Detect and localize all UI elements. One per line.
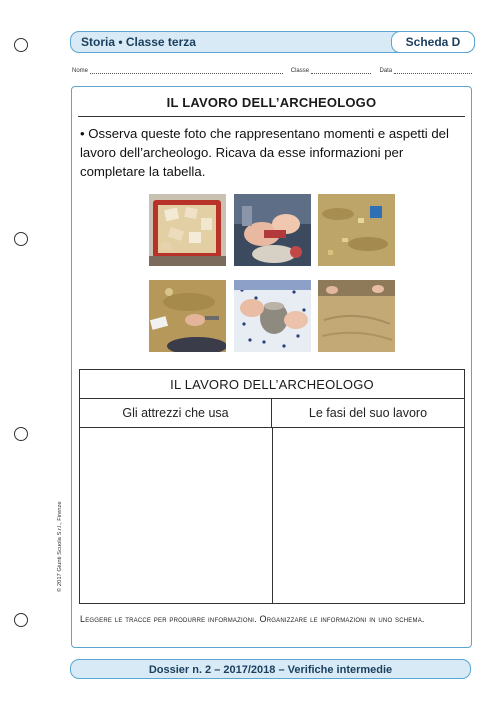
copyright-text: © 2017 Giunti Scuola S.r.l., Firenze (57, 501, 63, 592)
binder-hole (14, 427, 28, 441)
name-label: Nome (72, 68, 89, 74)
table-header-tools: Gli attrezzi che usa (80, 399, 272, 428)
hands-cleaning-find-photo (234, 194, 311, 266)
binder-hole (14, 613, 28, 627)
title-divider (78, 116, 465, 117)
instruction-text: • Osserva queste foto che rappresentano momenti e aspetti del lavoro dell’archeologo. Ricava da esse informazioni per completare la tabella. (80, 126, 449, 179)
sheet-tab (391, 31, 475, 53)
name-field[interactable] (90, 68, 283, 74)
digging-with-trowel-photo (149, 280, 226, 352)
table-title: IL LAVORO DELL’ARCHEOLOGO (80, 370, 464, 399)
sand-excavation-photo (318, 280, 395, 352)
date-label: Data (379, 68, 393, 74)
archaeologist-table (79, 369, 465, 604)
cleaning-pot-photo (234, 280, 311, 352)
excavation-with-bucket-photo (318, 194, 395, 266)
table-column-divider (272, 428, 273, 603)
table-header-phases: Le fasi del suo lavoro (272, 399, 464, 428)
skills-text: Leggere le tracce per produrre informazioni. Organizzare le informazioni in uno schema. (80, 614, 425, 624)
exercise-card (71, 86, 472, 648)
sheet-label: Scheda D (405, 35, 461, 49)
tray-with-fragments-photo (149, 194, 226, 266)
student-info-line (72, 68, 472, 74)
footer-label: Dossier n. 2 – 2017/2018 – Verifiche intermedie (148, 664, 393, 676)
date-field[interactable] (394, 68, 472, 74)
class-field[interactable] (311, 68, 371, 74)
subject-label: Storia • Classe terza (81, 35, 196, 49)
exercise-title: IL LAVORO DELL’ARCHEOLOGO (166, 95, 377, 110)
footer-bar (70, 659, 471, 679)
header-bar (70, 31, 475, 53)
class-label: Classe (290, 68, 310, 74)
binder-hole (14, 38, 28, 52)
binder-hole (14, 232, 28, 246)
